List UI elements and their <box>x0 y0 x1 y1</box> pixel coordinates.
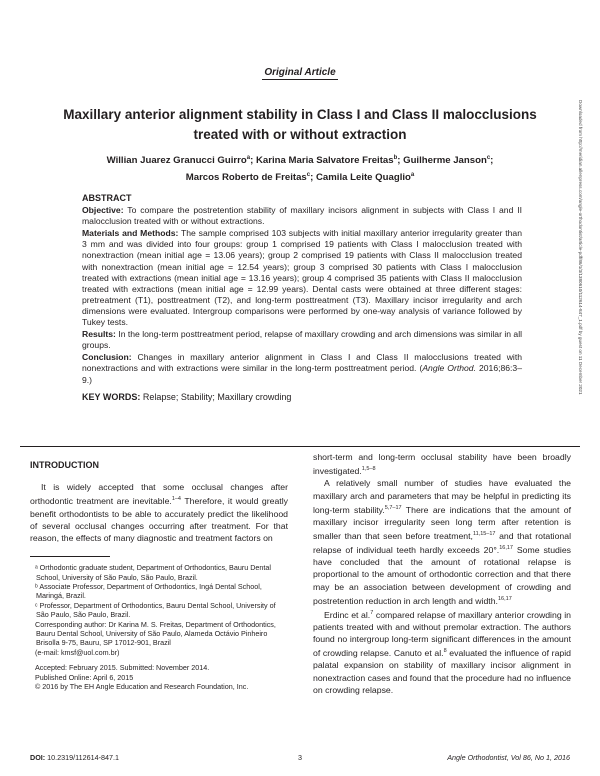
abstract <box>82 193 522 403</box>
intro-paragraph: short-term and long-term occlusal stability have been broadly investigated.$^{1,5-8}$ <box>313 452 571 477</box>
intro-paragraph: It is widely accepted that some occlusal changes after orthodontic treatment are inevitable.$^{1-4}$ Therefore, it would greatly benefit orthodontists to be able to accurately predict the likelihood of several occlusal changes occurring after treatment. For that reason, the effects of many diagnostic and treatment factors on <box>30 482 288 543</box>
footnote-affiliation-c: ᶜ Professor, Department of Orthodontics, Bauru Dental School, University of São Paulo, São Paulo, Brazil. <box>35 600 276 620</box>
download-watermark: Downloaded from http://meridian.allenpress.com/angle-orthodontist/article-pdf/86/1/3/1380610/112614-847_1.pdf by guest on 11 December 2021 <box>578 100 583 395</box>
section-divider <box>20 446 580 447</box>
article-title: Maxillary anterior alignment stability in Class I and Class II malocclusions treated with or without extraction <box>63 107 537 142</box>
footnote-published: Published Online: April 6, 2015 <box>35 672 134 682</box>
reference-link[interactable]: 5,7–17 <box>384 504 402 511</box>
abstract-heading: ABSTRACT <box>82 193 132 203</box>
reference-link[interactable]: 8 <box>443 648 447 655</box>
doi-link[interactable]: 10.2319/112614-847.1 <box>47 753 119 762</box>
abstract-methods: Materials and Methods: The sample comprised 103 subjects with initial maxillary anterior irregularity greater than 3 mm and was divided into four groups: group 1 comprised 19 patients with Class I malocclusion treated with nonextraction (mean initial age = 13.06 years); group 2 comprised 19 patients with Class II malocclusion treated with nonextraction (mean initial age = 12.54 years); group 3 comprised 30 patients with Class I malocclusion treated with extractions (mean initial age = 13.16 years); group 4 comprised 35 patients with Class II malocclusion treated with extractions (mean initial age = 12.99 years). Dental casts were obtained at three different stages: pretreatment (T1), posttreatment (T2), and long-term posttreatment (T3). Maxillary incisor irregularity and arch dimensions were evaluated. Intergroup comparisons were performed by one-way analysis of variance followed by Tukey tests. <box>82 228 522 328</box>
footnote-accepted: Accepted: February 2015. Submitted: November 2014. <box>35 663 210 673</box>
footnote-divider <box>30 556 110 557</box>
reference-link[interactable]: 11,15–17 <box>472 531 496 537</box>
author-name: Karina Maria Salvatore Freitas <box>255 155 394 167</box>
abstract-results: Results: In the long-term posttreatment period, relapse of maxillary crowding and arch dimensions was similar in all groups. <box>82 329 523 351</box>
footnote-affiliation-a: ᵃ Orthodontic graduate student, Department of Orthodontics, Bauru Dental School, University of São Paulo, São Paulo, Brazil. <box>35 563 272 582</box>
author-name: Willian Juarez Granucci Guirro <box>106 155 247 167</box>
footnote-email[interactable]: (e-mail: kmsf@uol.com.br) <box>35 647 120 657</box>
left-column <box>30 451 288 691</box>
footnotes <box>30 563 288 691</box>
abstract-conclusion: Conclusion: Changes in maxillary anterior alignment in Class I and Class II malocclusions treated with nonextractions and with extractions were similar in the long-term posttreatment period. (Angle Orthod. 2016;86:3–9.) <box>82 352 522 385</box>
doi: DOI: 10.2319/112614-847.1 <box>30 753 119 762</box>
author-list <box>60 151 540 185</box>
reference-link[interactable]: 16,17 <box>497 595 512 602</box>
footnote-copyright: © 2016 by The EH Angle Education and Research Foundation, Inc. <box>35 681 249 691</box>
reference-link[interactable]: 7 <box>370 609 374 616</box>
journal-footer: Angle Orthodontist, Vol 86, No 1, 2016 <box>447 753 570 762</box>
abstract-objective: Objective: To compare the postretention stability of maxillary incisors alignment in subjects with Class I and II malocclusion treated with or without extractions. <box>82 205 523 227</box>
introduction-heading: INTRODUCTION <box>30 460 99 470</box>
author-line-1: Willian Juarez Granucci Guirro$^a$; Karina Maria Salvatore Freitas$^b$; Guilherme Janson$^c$; <box>106 155 494 167</box>
footnote-corresponding-author: Corresponding author: Dr Karina M. S. Freitas, Department of Orthodontics, Bauru Dental School, University of São Paulo, Alameda Octávio Pinheiro Brisolla 9-75, Bauru, SP 17012-901, Brazil <box>35 619 276 648</box>
author-name: Marcos Roberto de Freitas <box>185 172 307 184</box>
intro-paragraph: A relatively small number of studies have evaluated the maxillary arch and parameters that may be helpful in predicting its long-term stability.$^{5,7-17}$ There are indications that the amount of maxillary incisor irregularity seen long term after retention is smaller than that seen before treatment,$^{11,15-17}$ and that rotational relapse of individual teeth hardly exceeds 20°.$^{16,17}$ Some studies have concluded that the amount of rotational relapse is proportional to the amount of orthodontic correction and that there may be an association between development of crowding and postretention reduction in arch length and width.$^{16,17}$ <box>313 478 572 606</box>
footnote-affiliation-b: ᵇ Associate Professor, Department of Orthodontics, Ingá Dental School, Maringá, Brazil. <box>35 581 262 601</box>
author-line-2: Marcos Roberto de Freitas$^c$; Camila Leite Quaglio$^a$ <box>185 172 415 184</box>
reference-link[interactable]: 1,5–8 <box>361 466 376 473</box>
author-name: Camila Leite Quaglio <box>316 172 411 184</box>
author-name: Guilherme Janson <box>403 155 487 167</box>
journal-citation-link: Angle Orthod. <box>422 363 476 374</box>
right-column <box>313 451 571 696</box>
intro-paragraph: Erdinc et al.$^7$ compared relapse of maxillary anterior crowding in patients treated with and without premolar extraction. The authors found no intergroup long-term significant differences in the amount of crowding relapse. Canuto et al.$^8$ evaluated the influence of rapid palatal expansion on stability of maxillary incisor alignment in nonextraction cases and found that the procedure had no influence on crowding relapse. <box>313 609 571 695</box>
page-number: 3 <box>298 753 302 762</box>
article-type: Original Article <box>264 67 336 78</box>
reference-link[interactable]: 16,17 <box>499 545 513 552</box>
keywords: KEY WORDS: Relapse; Stability; Maxillary crowding <box>82 391 292 402</box>
reference-link[interactable]: 1–4 <box>171 496 181 503</box>
